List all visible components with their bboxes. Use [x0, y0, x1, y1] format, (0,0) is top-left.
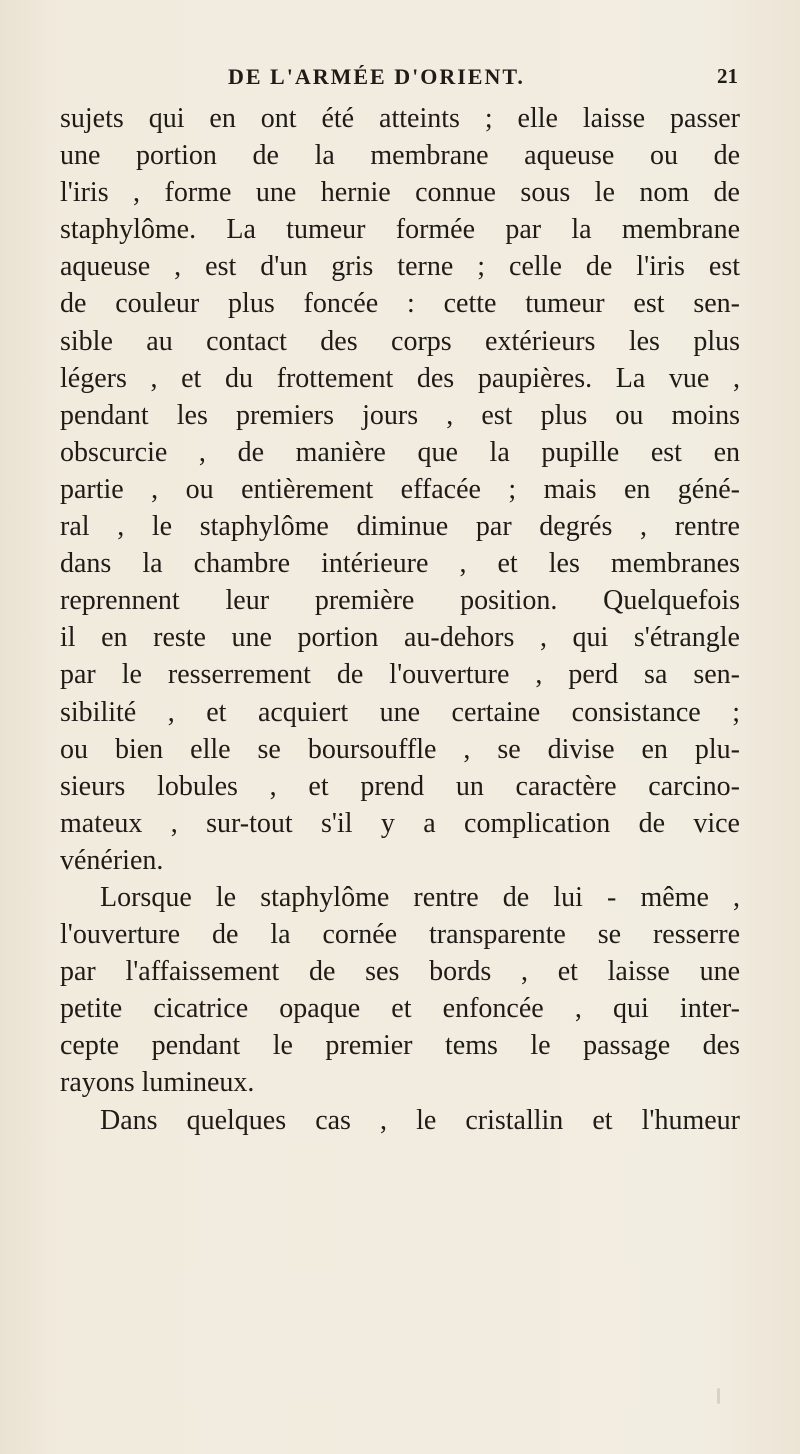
text-line: ou bien elle se boursouffle , se divise en plu-: [60, 733, 740, 765]
text-line-paragraph-end: vénérien.: [60, 844, 164, 876]
text-line: mateux , sur-tout s'il y a complication de vice: [60, 807, 740, 839]
text-line: staphylôme. La tumeur formée par la membrane: [60, 214, 740, 246]
text-line: aqueuse , est d'un gris terne ; celle de l'iris est: [60, 251, 740, 283]
text-line: cepte pendant le premier tems le passage des: [60, 1030, 740, 1062]
text-line: petite cicatrice opaque et enfoncée , qui inter-: [60, 993, 740, 1025]
page-header: [228, 64, 738, 98]
text-line-paragraph-start: Lorsque le staphylôme rentre de lui - même ,: [100, 881, 740, 913]
text-line: sujets qui en ont été atteints ; elle laisse passer: [60, 103, 740, 134]
body-text: [60, 100, 740, 1139]
text-line: l'iris , forme une hernie connue sous le nom de: [60, 177, 740, 209]
text-line: sible au contact des corps extérieurs les plus: [60, 325, 740, 357]
paper-blemish: [717, 1388, 720, 1404]
text-line: reprennent leur première position. Quelquefois: [60, 585, 740, 617]
text-line: ral , le staphylôme diminue par degrés , rentre: [60, 511, 740, 543]
text-line: légers , et du frottement des paupières. La vue ,: [60, 362, 740, 394]
text-line: dans la chambre intérieure , et les membranes: [60, 548, 740, 580]
text-line: obscurcie , de manière que la pupille est en: [60, 436, 740, 468]
text-line-paragraph-start: Dans quelques cas , le cristallin et l'humeur: [100, 1104, 740, 1136]
text-line: par le resserrement de l'ouverture , perd sa sen-: [60, 659, 740, 691]
running-head: DE L'ARMÉE D'ORIENT.: [228, 64, 525, 89]
text-line: par l'affaissement de ses bords , et laisse une: [60, 956, 740, 988]
text-line-paragraph-end: rayons lumineux.: [60, 1067, 255, 1099]
page-number: 21: [717, 64, 738, 88]
text-line: sieurs lobules , et prend un caractère carcino-: [60, 770, 740, 802]
text-line: l'ouverture de la cornée transparente se resserre: [60, 919, 740, 951]
text-line: pendant les premiers jours , est plus ou moins: [60, 399, 740, 431]
text-line: il en reste une portion au-dehors , qui s'étrangle: [60, 622, 740, 654]
text-line: sibilité , et acquiert une certaine consistance ;: [60, 696, 740, 728]
text-line: une portion de la membrane aqueuse ou de: [60, 140, 740, 172]
text-line: de couleur plus foncée : cette tumeur est sen-: [60, 288, 740, 320]
text-line: partie , ou entièrement effacée ; mais en géné-: [60, 473, 740, 505]
